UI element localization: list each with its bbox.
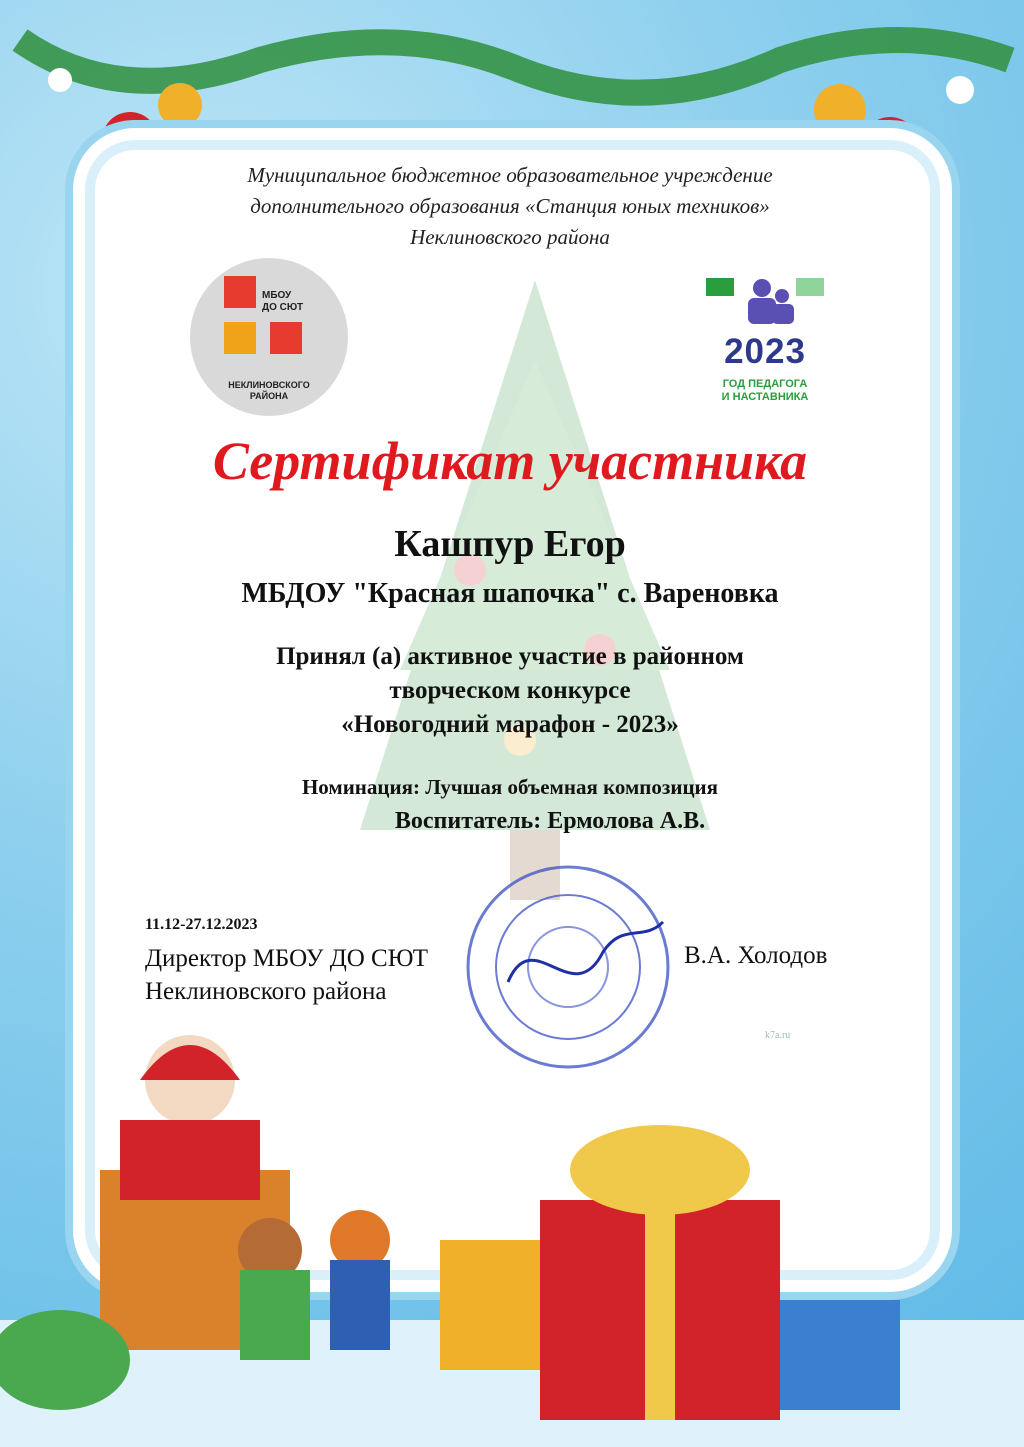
site-watermark: k7a.ru <box>765 1030 791 1041</box>
director-line-2: Неклиновского района <box>145 978 387 1005</box>
participation-line-1: Принял (а) активное участие в районном <box>276 643 744 670</box>
logo-abbreviation <box>262 290 303 314</box>
logo-robot-cell <box>224 276 256 308</box>
nomination-text: Номинация: Лучшая объемная композиция <box>301 775 719 799</box>
certificate-title: Сертификат участника <box>212 431 808 491</box>
logo-plane-cell <box>270 322 302 354</box>
header-line-2: дополнительного образования «Станция юных техников» <box>250 194 770 218</box>
year-caption-line2: И НАСТАВНИКА <box>721 391 809 403</box>
logo-caption <box>190 380 348 402</box>
year-label: 2023 <box>724 332 806 371</box>
header-line-1: Муниципальное бюджетное образовательное учреждение <box>247 163 773 187</box>
institution-header <box>120 160 900 253</box>
logo-robot2-cell <box>224 322 256 354</box>
logo-caption-line1: НЕКЛИНОВСКОГО <box>228 380 310 390</box>
logo-caption-line2: РАЙОНА <box>249 391 289 401</box>
santa-and-gifts-illustration <box>0 1020 1024 1447</box>
station-logo <box>190 258 348 416</box>
director-line-1: Директор МБОУ ДО СЮТ <box>145 945 429 972</box>
logo-abbr-line2: ДО СЮТ <box>262 302 304 313</box>
year-caption-line1: ГОД ПЕДАГОГА <box>722 378 808 390</box>
director-title <box>145 942 428 1008</box>
participation-text <box>110 640 910 742</box>
participant-organization: МБДОУ "Красная шапочка" с. Вареновка <box>241 578 779 609</box>
teacher-book-icon <box>700 270 830 332</box>
year-caption <box>700 378 830 404</box>
contest-dates: 11.12-27.12.2023 <box>145 916 258 933</box>
header-line-3: Неклиновского района <box>410 225 610 249</box>
participation-line-2: творческом конкурсе <box>389 677 631 704</box>
participation-line-3: «Новогодний марафон - 2023» <box>341 711 679 738</box>
logo-abbr-line1: МБОУ <box>262 290 292 301</box>
year-of-teacher-logo <box>700 270 830 410</box>
teacher-text: Воспитатель: Ермолова А.В. <box>394 808 706 834</box>
director-name: В.А. Холодов <box>684 942 828 969</box>
participant-name: Кашпур Егор <box>394 523 626 565</box>
